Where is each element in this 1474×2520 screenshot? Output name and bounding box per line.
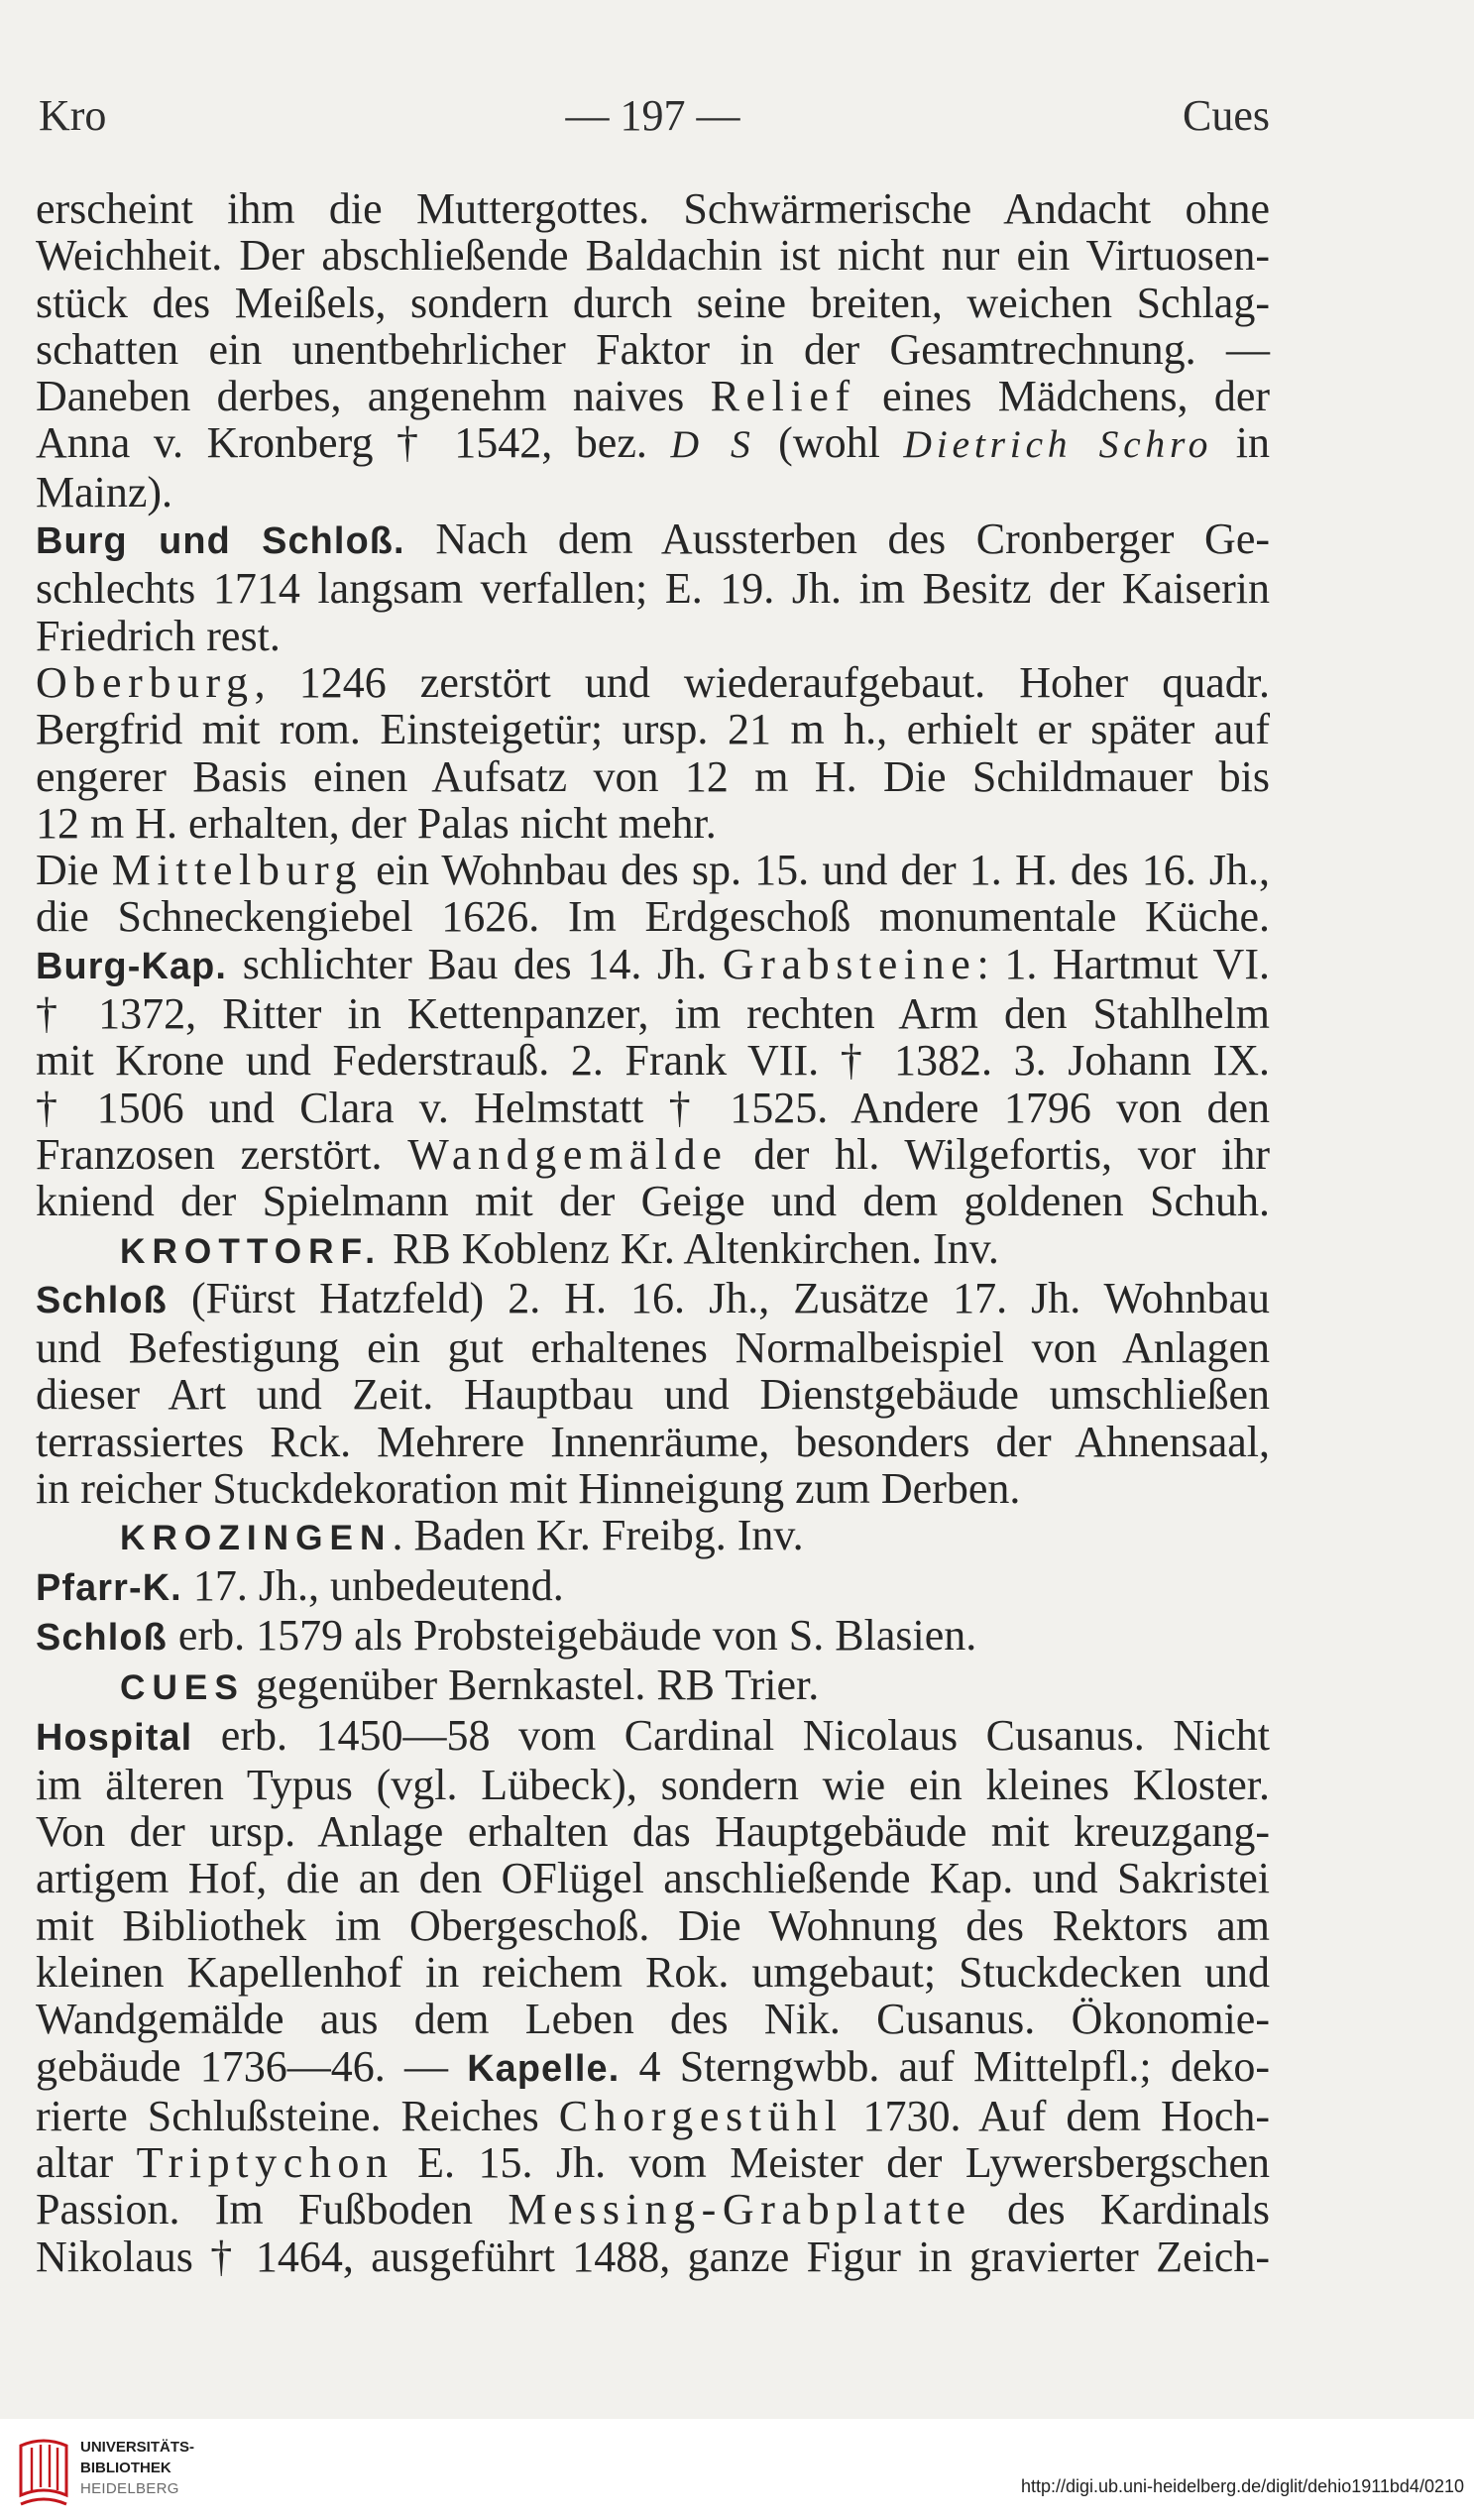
text-line — [36, 515, 1270, 565]
text-run: Friedrich rest. — [36, 611, 281, 660]
text-line — [36, 232, 1270, 279]
text-run: RB Koblenz Kr. Altenkirchen. Inv. — [382, 1223, 999, 1273]
text-run: im älteren Typus (vgl. Lübeck), sondern wie ein kleines Kloster. — [36, 1760, 1270, 1809]
headword: Burg-Kap. — [36, 945, 228, 987]
text-run: , 1246 zerstört und wiederaufgebaut. Hoher quadr. — [254, 657, 1270, 707]
emphasized-text: Messing-Grabplatte — [508, 2185, 972, 2234]
text-run: terrassiertes Rck. Mehrere Innenräume, besonders der Ahnensaal, — [36, 1417, 1270, 1466]
text-run: † 1506 und Clara v. Helmstatt † 1525. Andere 1796 von den — [36, 1083, 1270, 1132]
permalink-url: http://digi.ub.uni-heidelberg.de/diglit/dehio1911bd4/0210 — [1020, 2476, 1464, 2496]
text-line — [36, 280, 1270, 326]
text-run: Daneben derbes, angenehm naives — [36, 372, 711, 421]
text-run: Nach dem Aussterben des Cronberger Ge- — [404, 515, 1270, 564]
text-run: 12 m H. erhalten, der Palas nicht mehr. — [36, 798, 717, 848]
text-run: Die — [36, 846, 112, 895]
emphasized-text: Chorgestühl — [558, 2091, 844, 2140]
place-name: KROTTORF. — [120, 1231, 383, 1271]
text-line — [36, 2043, 1270, 2093]
text-run: mit Bibliothek im Obergeschoß. Die Wohnung des Rektors am — [36, 1900, 1270, 1950]
headword: Burg und Schloß. — [36, 520, 405, 563]
place-name: CUES — [120, 1668, 245, 1708]
text-run: erscheint ihm die Muttergottes. Schwärmerische Andacht ohne — [36, 184, 1270, 233]
text-line — [36, 1612, 1270, 1661]
text-line — [36, 565, 1270, 612]
text-run: Mainz). — [36, 467, 173, 516]
text-run: Bergfrid mit rom. Einsteigetür; ursp. 21 m h., erhielt er später auf — [36, 705, 1270, 754]
text-line — [36, 1037, 1270, 1084]
text-line — [36, 1808, 1270, 1855]
text-line — [36, 941, 1270, 990]
emphasized-text: Triptychon — [136, 2138, 395, 2188]
text-line — [36, 990, 1270, 1037]
library-name-line: UNIVERSITÄTS- — [80, 2439, 195, 2456]
text-run: Weichheit. Der abschließende Baldachin ist nicht nur ein Virtuosen- — [36, 231, 1270, 281]
text-line — [36, 1762, 1270, 1808]
library-name-line: BIBLIOTHEK — [80, 2460, 171, 2476]
text-run: Nikolaus † 1464, ausgeführt 1488, ganze Figur in gravierter Zeich- — [36, 2232, 1270, 2281]
text-run: artigem Hof, die an den OFlügel anschließende Kap. und Sakristei — [36, 1854, 1270, 1903]
text-run: erb. 1450—58 vom Cardinal Nicolaus Cusanus. Nicht — [192, 1710, 1270, 1760]
text-run: gebäude 1736—46. — — [36, 2041, 468, 2091]
text-run: 17. Jh., unbedeutend. — [181, 1560, 564, 1610]
emphasized-text: Mittelburg — [111, 846, 364, 895]
library-name — [80, 2437, 194, 2499]
text-line — [36, 2139, 1270, 2186]
text-run: Von der ursp. Anlage erhalten das Hauptgebäude mit kreuzgang- — [36, 1807, 1270, 1857]
text-line — [36, 1902, 1270, 1949]
headword: Hospital — [36, 1716, 193, 1759]
text-line — [36, 2186, 1270, 2233]
library-name-line: HEIDELBERG — [80, 2480, 179, 2497]
text-run: Wandgemälde aus dem Leben des Nik. Cusanus. Ökonomie- — [36, 1995, 1270, 2044]
emphasized-text: Relief — [710, 372, 856, 421]
text-run: (Fürst Hatzfeld) 2. H. 16. Jh., Zusätze 17. Jh. Wohnbau — [167, 1273, 1270, 1322]
entry-heading-line — [36, 1512, 1270, 1561]
text-run: (wohl — [754, 418, 904, 468]
text-run: schlechts 1714 langsam verfallen; E. 19. Jh. im Besitz der Kaiserin — [36, 564, 1270, 614]
text-line — [36, 893, 1270, 940]
text-line — [36, 1131, 1270, 1178]
text-line — [36, 753, 1270, 800]
text-run: † 1372, Ritter in Kettenpanzer, im rechten Arm den Stahlhelm — [36, 989, 1270, 1039]
italic-text: Dietrich Schro — [903, 422, 1213, 467]
text-line — [36, 659, 1270, 706]
text-run: erb. 1579 als Probsteigebäude von S. Blasien. — [167, 1610, 977, 1660]
text-run: : 1. Hartmut VI. — [976, 939, 1270, 988]
text-line — [36, 469, 1270, 515]
text-run: und Befestigung ein gut erhaltenes Normalbeispiel von Anlagen — [36, 1323, 1270, 1373]
text-line — [36, 419, 1270, 468]
headword: Kapelle. — [467, 2047, 621, 2090]
text-run: 4 Sterngwbb. auf Mittelpfl.; deko- — [620, 2041, 1270, 2091]
text-line — [36, 373, 1270, 419]
text-line — [36, 1949, 1270, 1996]
text-line — [36, 1562, 1270, 1612]
text-run: gegenüber Bernkastel. RB Trier. — [244, 1661, 820, 1710]
headword: Schloß — [36, 1279, 168, 1321]
header-left-keyword: Kro — [39, 91, 107, 140]
text-line — [36, 1324, 1270, 1371]
text-line — [36, 1855, 1270, 1901]
emphasized-text: Oberburg — [36, 657, 255, 707]
headword: Schloß — [36, 1616, 168, 1659]
text-run: in — [1212, 418, 1271, 468]
ub-heidelberg-logo-icon — [13, 2434, 74, 2511]
text-run: 1730. Auf dem Hoch- — [843, 2091, 1270, 2140]
text-run: stück des Meißels, sondern durch seine breiten, weichen Schlag- — [36, 278, 1270, 327]
text-run: ein Wohnbau des sp. 15. und der 1. H. des 16. Jh., — [363, 846, 1270, 895]
text-line — [36, 1178, 1270, 1224]
text-run: kleinen Kapellenhof in reichem Rok. umgebaut; Stuckdecken und — [36, 1947, 1270, 1997]
running-header — [36, 92, 1270, 140]
text-line — [36, 2234, 1270, 2280]
text-line — [36, 326, 1270, 373]
text-line — [36, 1371, 1270, 1418]
entry-heading-line — [36, 1661, 1270, 1711]
text-run: die Schneckengiebel 1626. Im Erdgeschoß monumentale Küche. — [36, 892, 1270, 942]
text-run: E. 15. Jh. vom Meister der Lywersbergschen — [394, 2138, 1270, 2188]
emphasized-text: Wandgemälde — [407, 1129, 729, 1179]
text-line — [36, 1996, 1270, 2042]
text-run: in reicher Stuckdekoration mit Hinneigung zum Derben. — [36, 1464, 1021, 1514]
text-run: rierte Schlußsteine. Reiches — [36, 2091, 559, 2140]
text-run: kniend der Spielmann mit der Geige und dem goldenen Schuh. — [36, 1177, 1270, 1226]
text-run: Anna v. Kronberg † 1542, bez. — [36, 418, 671, 468]
text-run: der hl. Wilgefortis, vor ihr — [728, 1129, 1270, 1179]
text-line — [36, 1085, 1270, 1131]
header-right-keyword: Cues — [1183, 91, 1270, 140]
text-line — [36, 1275, 1270, 1324]
text-run: mit Krone und Federstrauß. 2. Frank VII. † 1382. 3. Johann IX. — [36, 1036, 1270, 1086]
text-run: engerer Basis einen Aufsatz von 12 m H. Die Schildmauer bis — [36, 751, 1270, 801]
text-run: schatten ein unentbehrlicher Faktor in der Gesamtrechnung. — — [36, 324, 1270, 374]
text-run: des Kardinals — [971, 2185, 1270, 2234]
text-line — [36, 1712, 1270, 1762]
text-run: eines Mädchens, der — [855, 372, 1271, 421]
text-line — [36, 800, 1270, 847]
page-text — [36, 185, 1270, 2280]
text-run: . Baden Kr. Freibg. Inv. — [392, 1511, 804, 1560]
text-line — [36, 185, 1270, 232]
text-run: Franzosen zerstört. — [36, 1129, 408, 1179]
place-name: KROZINGEN — [120, 1519, 393, 1558]
headword: Pfarr-K. — [36, 1566, 182, 1609]
text-run: dieser Art und Zeit. Hauptbau und Dienstgebäude umschließen — [36, 1370, 1270, 1420]
text-line — [36, 706, 1270, 752]
entry-heading-line — [36, 1225, 1270, 1275]
text-run: schlichter Bau des 14. Jh. — [227, 939, 723, 988]
text-line — [36, 1465, 1270, 1512]
text-line — [36, 613, 1270, 659]
page-number: — 197 — — [565, 91, 740, 140]
text-line — [36, 2093, 1270, 2139]
text-line — [36, 1419, 1270, 1465]
digitization-footer — [0, 2419, 1474, 2520]
text-run: altar — [36, 2138, 137, 2188]
italic-text: D S — [670, 422, 755, 467]
text-line — [36, 847, 1270, 893]
emphasized-text: Grabsteine — [722, 939, 977, 988]
text-run: Passion. Im Fußboden — [36, 2185, 509, 2234]
